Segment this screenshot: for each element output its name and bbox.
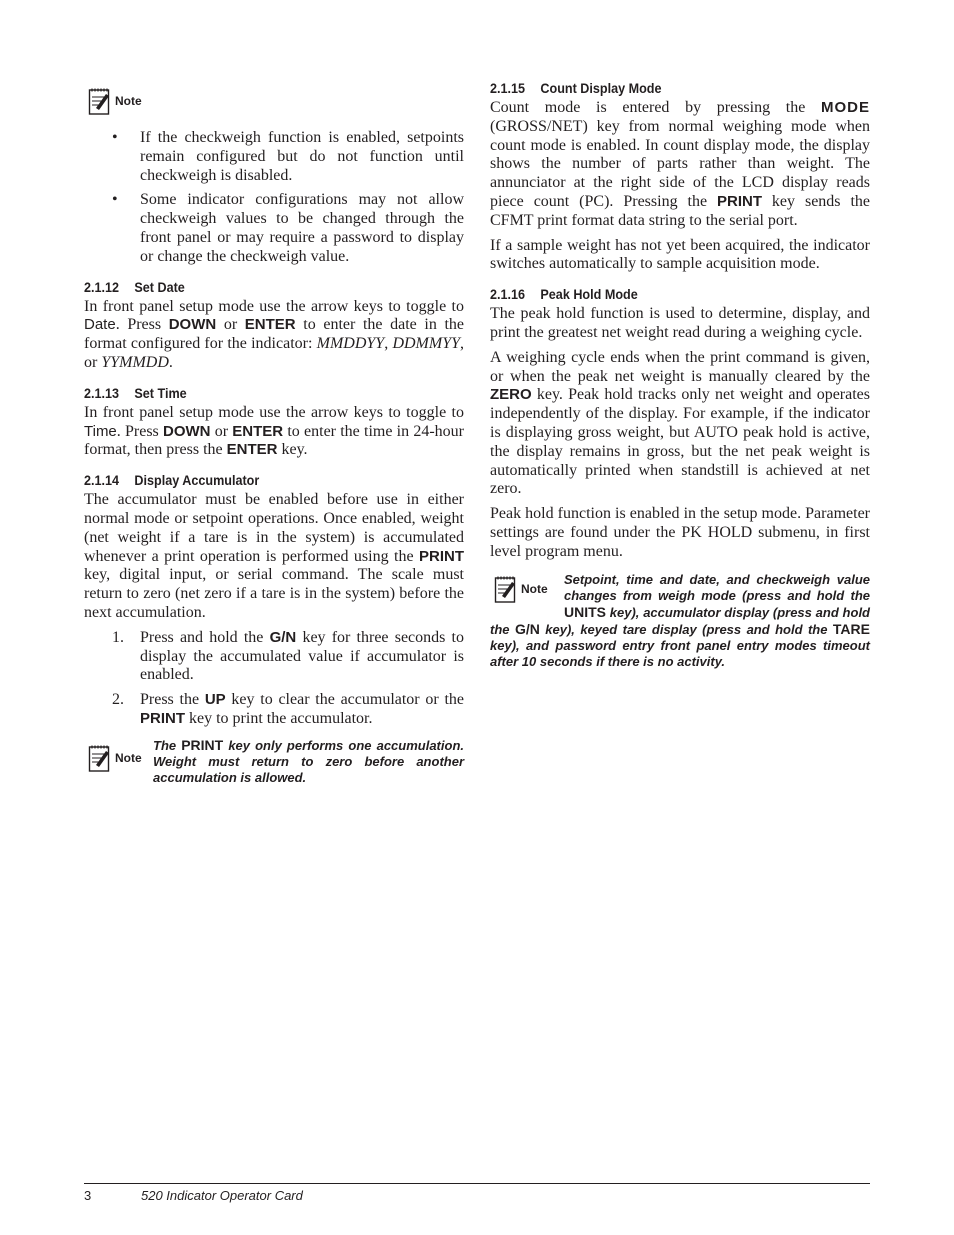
note-label: Note (521, 581, 548, 596)
note-label: Note (115, 94, 142, 108)
peak-paragraph-3: Peak hold function is enabled in the setup mode. Parameter settings are found under the PK HOLD submenu, in first level program menu. (490, 505, 870, 560)
left-column (84, 80, 464, 786)
list-item: 1. Press and hold the G/N key for three seconds to display the accumulated value if accumulator is enabled. (112, 628, 464, 684)
section-heading-set-date: 2.1.12 Set Date (84, 278, 185, 295)
peak-paragraph-2: A weighing cycle ends when the print command is given, or when the peak net weight is manually cleared by the ZERO key. Peak hold tracks only net weight and operates independently of the display. For example, if the indicator is displaying gross weight, but AUTO peak hold is active, the display remains in gross, but the net peak weight is automatically printed when standstill is achieved at net zero. (490, 348, 870, 498)
note-bullet-list (84, 129, 464, 267)
footer-rule (84, 1183, 870, 1184)
note-text: Setpoint, time and date, and checkweigh value changes from weigh mode (press and hold the UNITS key), accumulator display (press and hold the G/N key), keyed tare display (press and hold the TARE key), and password entry front panel entry modes timeout after 10 seconds if there is no activity. (490, 571, 870, 669)
set-time-paragraph: In front panel setup mode use the arrow keys to toggle to Time. Press DOWN or ENTER to enter the time in 24-hour format, then press the ENTER key. (84, 403, 464, 459)
accumulator-paragraph: The accumulator must be enabled before use in either normal mode or setpoint operations. Once enabled, weight (net weight if a tare is in the system) is accumulated whenever a print operation is performed using the PRINT key, digital input, or serial command. The scale must return to zero (net zero if a tare is in the system) before the next accumulation. (84, 491, 464, 621)
section-heading-set-time: 2.1.13 Set Time (84, 384, 187, 401)
set-date-paragraph: In front panel setup mode use the arrow keys to toggle to Date. Press DOWN or ENTER to enter the date in the format configured for the indicator: MMDDYY, DDMMYY, or YYMMDD. (84, 297, 464, 371)
footer-title: 520 Indicator Operator Card (141, 1188, 303, 1203)
page-number: 3 (84, 1188, 92, 1203)
count-paragraph-1: Count mode is entered by pressing the MODE (GROSS/NET) key from normal weighing mode when count mode is enabled. In count display mode, the display shows the number of parts rather than weight. The annunciator at the right side of the LCD display reads piece count (PC). Pressing the PRINT key sends the CFMT print format data string to the serial port. (490, 99, 870, 229)
note-callout-3 (490, 572, 870, 670)
accumulator-steps (84, 629, 464, 729)
note-callout-1 (88, 86, 142, 116)
section-heading-peak-hold: 2.1.16 Peak Hold Mode (490, 286, 638, 303)
note-pad-icon (88, 743, 114, 773)
list-item: 2. Press the UP key to clear the accumulator or the PRINT key to print the accumulator. (112, 691, 465, 727)
list-item: • Some indicator configurations may not allow checkweigh values to be changed through the front panel or may require a password to display or change the checkweigh value. (112, 191, 464, 265)
note-pad-icon (494, 574, 520, 604)
count-paragraph-2: If a sample weight has not yet been acquired, the indicator switches automatically to sample acquisition mode. (490, 236, 870, 273)
right-column (490, 80, 870, 670)
note-label: Note (115, 750, 142, 765)
peak-paragraph-1: The peak hold function is used to determine, display, and print the greatest net weight read during a weighing cycle. (490, 305, 870, 341)
note-pad-icon (88, 86, 114, 116)
note-callout-2 (84, 737, 464, 786)
list-item: • If the checkweigh function is enabled, setpoints remain configured but do not function until checkweigh is disabled. (112, 129, 464, 184)
section-heading-display-accumulator: 2.1.14 Display Accumulator (84, 472, 260, 489)
section-heading-count-display: 2.1.15 Count Display Mode (490, 80, 662, 96)
note-text: The PRINT key only performs one accumulation. Weight must return to zero before another accumulation is allowed. (153, 736, 464, 785)
